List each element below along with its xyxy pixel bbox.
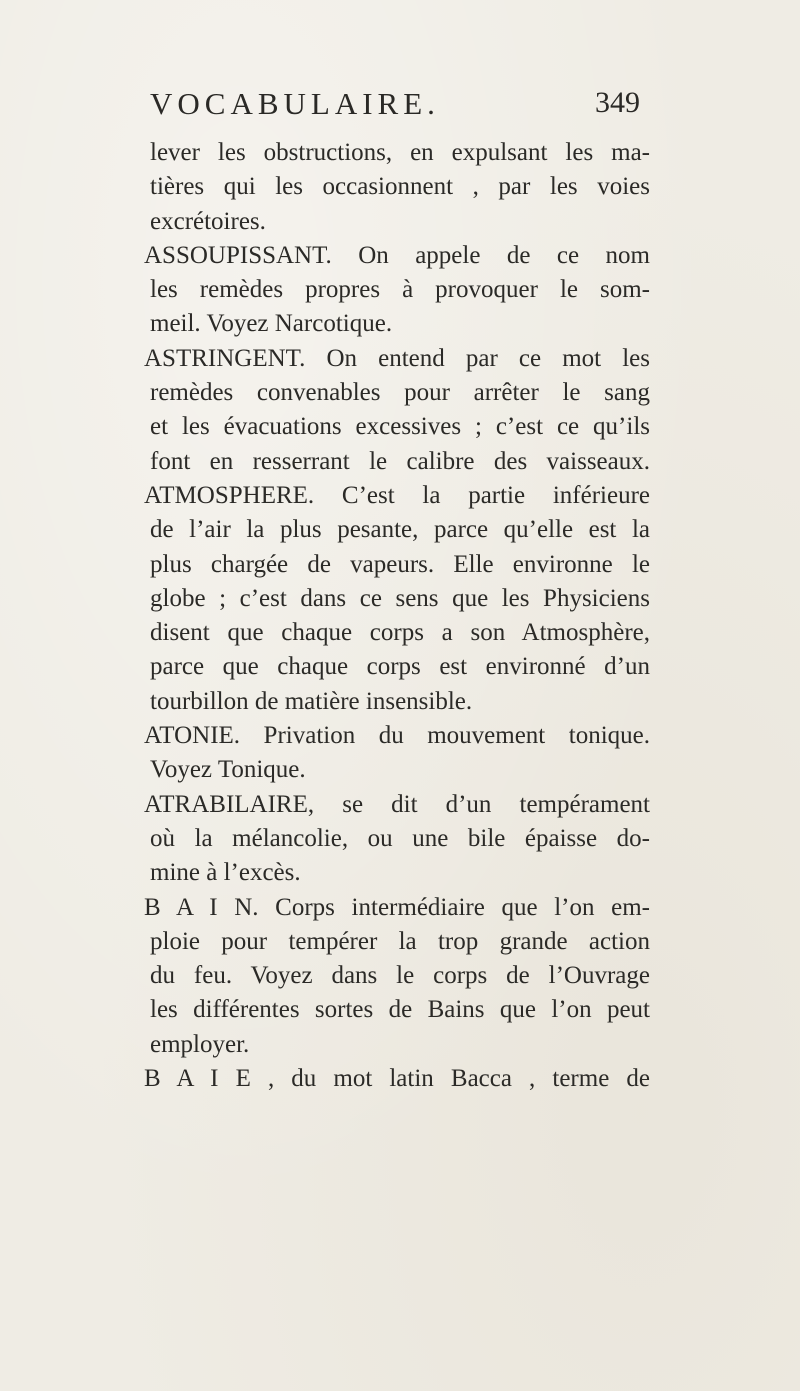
text-line: les remèdes propres à provoquer le som-: [150, 276, 650, 304]
glossary-text: [144, 136, 650, 1096]
text-line: remèdes convenables pour arrêter le sang: [150, 379, 650, 407]
text-line: du feu. Voyez dans le corps de l’Ouvrage: [150, 962, 650, 990]
text-line: meil. Voyez Narcotique.: [150, 310, 393, 338]
running-title: VOCABULAIRE.: [150, 86, 440, 121]
text-line: les différentes sortes de Bains que l’on peut: [150, 996, 650, 1024]
text-line: de l’air la plus pesante, parce qu’elle est la: [150, 516, 650, 544]
text-line: ploie pour tempérer la trop grande action: [150, 927, 650, 955]
entry-assoupissant: ASSOUPISSANT. On appele de ce nom: [144, 241, 650, 269]
text-line: employer.: [150, 1030, 250, 1058]
text-line: tières qui les occasionnent , par les voies: [150, 173, 650, 201]
entry-atrabilaire: ATRABILAIRE, se dit d’un tempérament: [144, 790, 650, 818]
text-line: où la mélancolie, ou une bile épaisse do-: [150, 824, 650, 852]
text-line: tourbillon de matière insensible.: [150, 687, 473, 715]
text-line: lever les obstructions, en expulsant les ma-: [150, 139, 650, 166]
text-line: font en resserrant le calibre des vaisseaux.: [150, 447, 650, 475]
entry-baie: B A I E , du mot latin Bacca , terme de: [144, 1065, 650, 1093]
text-line: et les évacuations excessives ; c’est ce qu’ils: [150, 413, 650, 441]
text-line: plus chargée de vapeurs. Elle environne le: [150, 550, 650, 578]
page-number: 349: [595, 86, 640, 119]
page-header: [150, 86, 640, 126]
text-line: Voyez Tonique.: [150, 756, 306, 784]
text-line: globe ; c’est dans ce sens que les Physiciens: [150, 584, 650, 612]
text-line: parce que chaque corps est environné d’un: [150, 653, 650, 681]
entry-atonie: ATONIE. Privation du mouvement tonique.: [144, 722, 650, 750]
entry-astringent: ASTRINGENT. On entend par ce mot les: [144, 344, 650, 372]
text-line: excrétoires.: [150, 207, 266, 235]
entry-atmosphere: ATMOSPHERE. C’est la partie inférieure: [144, 481, 650, 509]
entry-bain: B A I N. Corps intermédiaire que l’on em-: [144, 893, 650, 921]
text-line: disent que chaque corps a son Atmosphère,: [150, 619, 650, 647]
text-line: mine à l’excès.: [150, 859, 301, 887]
